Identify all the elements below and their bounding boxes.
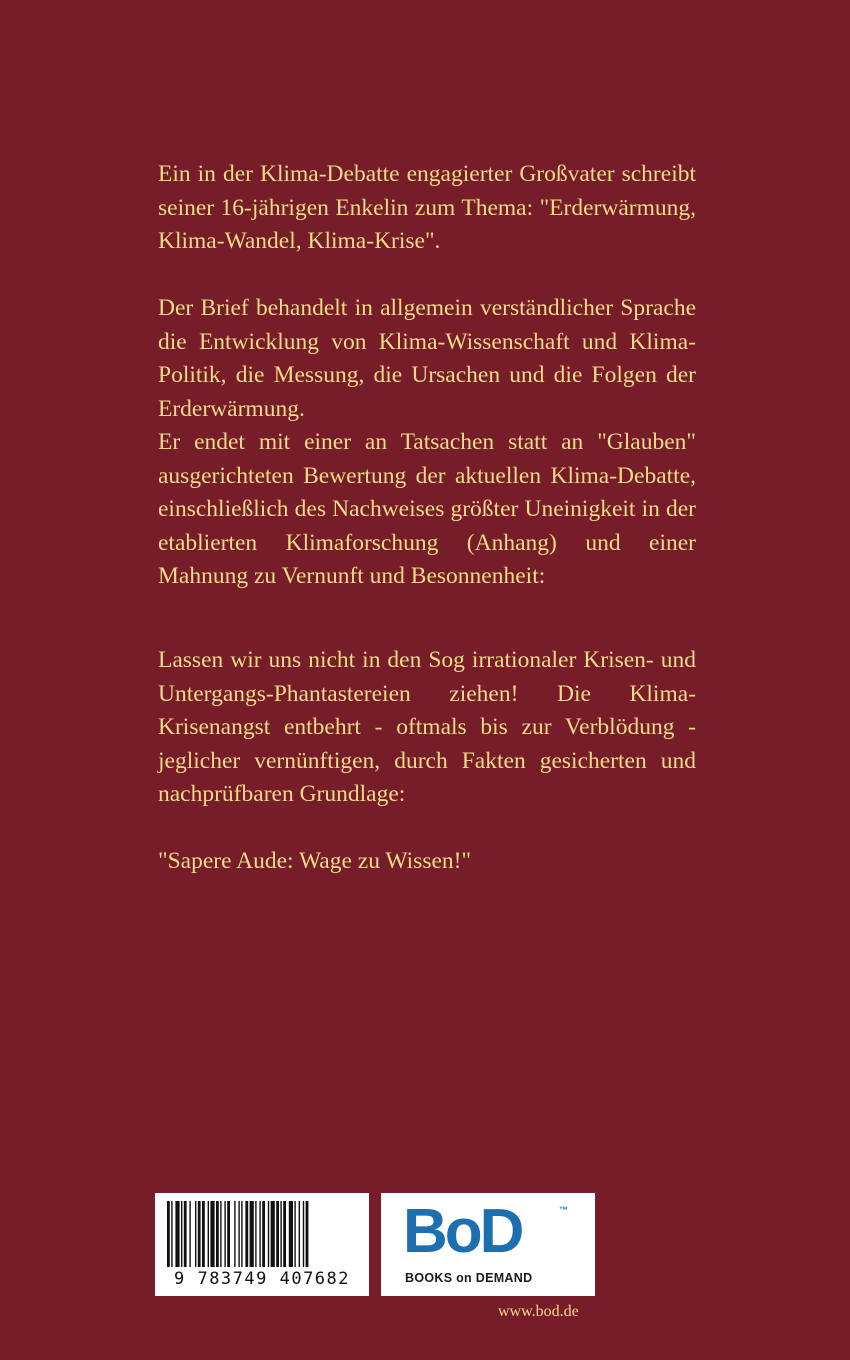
publisher-website: www.bod.de <box>498 1303 579 1320</box>
blurb-paragraph-3: Er endet mit einer an Tatsachen statt an "Glauben" ausgerichteten Bewertung der aktuellen Klima-Debatte, einschließlich des Nachweises größter Uneinigkeit in der etablierten Klimaforschung (Anhang) und einer Mahnung zu Vernunft und Besonnenheit: <box>158 429 696 589</box>
publisher-logo <box>381 1193 595 1296</box>
blurb-paragraph-2: Der Brief behandelt in allgemein verständlicher Sprache die Entwicklung von Klima-Wissenschaft und Klima-Politik, die Messung, die Ursachen und die Folgen der Erderwärmung. <box>158 295 696 422</box>
blurb-section-1 <box>158 158 696 259</box>
blurb-quote: "Sapere Aude: Wage zu Wissen!" <box>158 848 472 874</box>
blurb-paragraph-4: Lassen wir uns nicht in den Sog irrationaler Krisen- und Untergangs-Phantastereien ziehen! Die Klima-Krisenangst entbehrt - oftmals bis zur Verblödung - jeglicher vernünftigen, durch Fakten gesicherten und nachprüfbaren Grundlage: <box>158 647 696 807</box>
blurb-section-2 <box>158 292 696 594</box>
isbn-number: 9 783749 407682 <box>173 1269 351 1289</box>
trademark-symbol: ™ <box>559 1205 568 1215</box>
bod-logo-text: BoD <box>403 1197 522 1266</box>
publisher-subtitle: BOOKS on DEMAND <box>405 1271 533 1285</box>
blurb-paragraph-1: Ein in der Klima-Debatte engagierter Großvater schreibt seiner 16-jährigen Enkelin zum Thema: "Erderwärmung, Klima-Wandel, Klima-Krise". <box>158 161 696 254</box>
isbn-barcode <box>155 1193 369 1296</box>
blurb-section-3 <box>158 644 696 879</box>
